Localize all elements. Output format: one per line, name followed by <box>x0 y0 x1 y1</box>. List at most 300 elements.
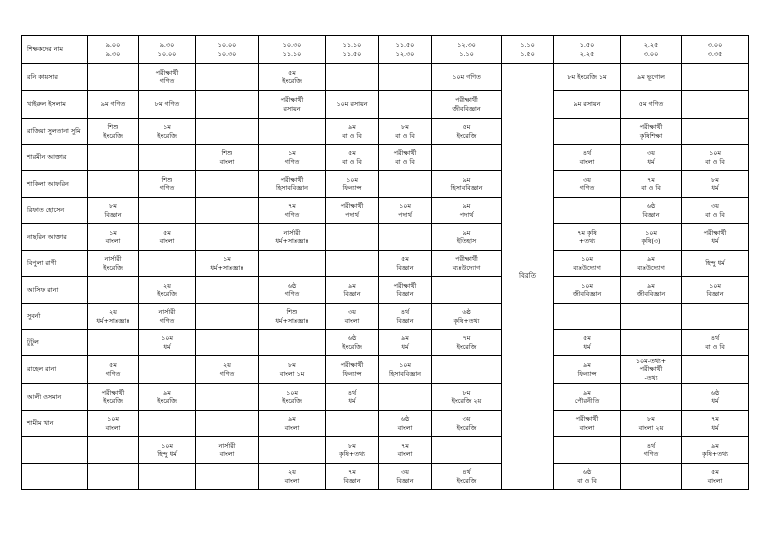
period-time-header <box>259 36 326 64</box>
cell-line: ৬ষ্ঠ <box>462 308 471 317</box>
cell-line: শিশু <box>221 149 233 158</box>
cell-line: কৃষি+তথ্য <box>702 450 728 458</box>
cell-line: ১১.৫০ <box>395 41 415 50</box>
class-cell <box>139 64 196 91</box>
cell-line: ধর্ম+সাঃজ্ঞাঃ <box>96 316 130 325</box>
period-time-header <box>379 36 432 64</box>
cell-line: ৯ম <box>462 202 471 211</box>
table-row <box>22 437 749 464</box>
cell-line: ৮ম <box>109 202 117 211</box>
cell-line: ইংরেজি <box>456 423 477 432</box>
class-cell <box>88 224 139 251</box>
cell-line: বাংলা <box>344 316 360 325</box>
cell-line: ৭ম <box>288 202 296 211</box>
cell-line: ধর্ম+সাঃজ্ঞাঃ <box>275 316 309 325</box>
cell-line: ধর্ম <box>711 423 719 432</box>
class-cell <box>379 251 432 277</box>
teacher-name: নাছরিন আক্তার <box>22 224 88 251</box>
cell-line: ৫ম <box>711 468 719 477</box>
class-cell <box>554 251 621 277</box>
cell-line: বিজ্ঞান <box>104 210 122 219</box>
cell-line: পরীক্ষার্থী <box>280 175 304 184</box>
cell-line: গণিত <box>159 184 175 192</box>
cell-line: ৯ম <box>462 175 471 184</box>
cell-line: ৪র্থ <box>400 308 410 317</box>
class-cell <box>554 277 621 304</box>
class-cell <box>88 145 139 171</box>
teacher-name: খাইরুল ইসলাম <box>22 91 88 119</box>
class-cell <box>554 224 621 251</box>
table-row <box>22 145 749 171</box>
cell-line: ৫ম গণিত <box>638 100 664 109</box>
period-time-header <box>502 36 554 64</box>
cell-line: বিজ্ঞান <box>343 290 361 298</box>
cell-line: ধর্ম <box>163 342 171 351</box>
cell-line: পরীক্ষার্থী <box>703 228 727 237</box>
cell-line: ৬ষ্ঠ <box>347 334 357 343</box>
cell-line: গণিত <box>643 450 659 458</box>
class-cell <box>196 437 259 464</box>
class-cell <box>259 437 326 464</box>
cell-line: ৬ষ্ঠ <box>400 415 410 424</box>
class-cell <box>88 64 139 91</box>
cell-line: ৯ম <box>348 123 356 132</box>
period-time-header <box>682 36 749 64</box>
cell-line: ৯ম <box>647 281 655 290</box>
cell-line: বাংলা <box>397 450 413 458</box>
cell-line: নার্সারী <box>158 308 176 317</box>
class-cell <box>682 304 749 330</box>
cell-line: ১০ম <box>286 388 298 397</box>
class-cell <box>682 277 749 304</box>
class-cell <box>139 198 196 224</box>
table-row <box>22 304 749 330</box>
cell-line: ১০ম <box>399 361 411 370</box>
cell-line: জীববিজ্ঞান <box>572 290 602 298</box>
teacher-name: শামীম খান <box>22 411 88 437</box>
cell-line: ৬ষ্ঠ <box>582 468 592 477</box>
class-cell <box>554 64 621 91</box>
cell-line: ৮ম ইংরেজি ১ম <box>567 72 607 81</box>
class-cell <box>326 119 379 145</box>
class-cell <box>139 437 196 464</box>
cell-line: পদার্থ <box>398 210 412 219</box>
teacher-name <box>22 437 88 464</box>
class-cell <box>88 356 139 384</box>
cell-line: -তথ্য <box>644 373 658 382</box>
class-cell <box>432 464 502 490</box>
cell-line: বিজ্ঞান <box>396 290 414 298</box>
class-cell <box>326 356 379 384</box>
teacher-name: সুবর্না <box>22 304 88 330</box>
cell-line: পরীক্ষার্থী <box>101 388 125 397</box>
cell-line: ৭ম <box>711 415 719 424</box>
cell-line: গণিত <box>159 316 175 325</box>
cell-line: ১০ম <box>709 149 721 158</box>
class-cell <box>432 356 502 384</box>
cell-line: ১০.০০ <box>157 49 177 58</box>
class-cell <box>682 330 749 356</box>
cell-line: ৮ম <box>462 388 471 397</box>
cell-line: পরীক্ষার্থী <box>340 361 364 370</box>
cell-line: বাংলা <box>284 423 300 432</box>
cell-line: ফিন্যান্স <box>577 369 597 378</box>
cell-line: ৩য় <box>401 468 409 477</box>
class-cell <box>326 171 379 198</box>
cell-line: বিজ্ঞান <box>396 263 414 272</box>
cell-line: বাংলা <box>105 237 121 245</box>
cell-line: বা ও বি <box>577 476 597 485</box>
cell-line: ১২.৩০ <box>457 41 476 50</box>
cell-line: ৭ম <box>647 175 655 184</box>
class-cell <box>621 356 682 384</box>
class-cell <box>379 119 432 145</box>
cell-line: ইংরেজি <box>456 131 477 140</box>
cell-line: ২য় <box>163 281 171 290</box>
cell-line: ৫ম <box>109 361 117 370</box>
cell-line: ধর্ম <box>583 342 591 351</box>
teacher-name <box>22 464 88 490</box>
cell-line: ধর্ম <box>711 184 719 192</box>
cell-line: ৯ম <box>583 388 591 397</box>
cell-line: ৭ম <box>462 334 471 343</box>
cell-line: পরীক্ষার্থী <box>280 96 304 105</box>
cell-line: হিসাববিজ্ঞান <box>450 184 483 192</box>
class-cell <box>379 64 432 91</box>
cell-line: ৩য় <box>711 202 719 211</box>
cell-line: ৩.৩৫ <box>707 49 723 58</box>
cell-line: ৫ম <box>348 149 356 158</box>
class-cell <box>379 464 432 490</box>
class-cell <box>139 145 196 171</box>
class-cell <box>196 251 259 277</box>
cell-line: ৯ম <box>401 334 409 343</box>
class-cell <box>196 411 259 437</box>
cell-line: ইংরেজি <box>157 290 177 298</box>
cell-line: হিসাববিজ্ঞান <box>276 184 308 192</box>
break-label: বিরতি <box>518 272 536 281</box>
class-cell <box>196 330 259 356</box>
class-cell <box>139 356 196 384</box>
cell-line: ১০ম <box>645 228 657 237</box>
class-cell <box>379 411 432 437</box>
class-cell <box>621 171 682 198</box>
class-cell <box>259 277 326 304</box>
class-cell <box>682 119 749 145</box>
class-cell <box>621 437 682 464</box>
cell-line: ৯ম <box>288 415 296 424</box>
table-row <box>22 411 749 437</box>
teacher-name: শারমীন আক্তার <box>22 145 88 171</box>
class-cell <box>196 145 259 171</box>
class-cell <box>682 356 749 384</box>
cell-line: পরীক্ষার্থী <box>455 255 478 264</box>
class-cell <box>379 91 432 119</box>
cell-line: নার্সারী <box>104 255 122 264</box>
cell-line: ৮ম <box>711 175 719 184</box>
cell-line: ৭ম <box>401 441 409 450</box>
cell-line: বিজ্ঞান <box>396 316 414 325</box>
cell-line: ৫ম <box>163 228 171 237</box>
class-cell <box>554 91 621 119</box>
class-cell <box>139 464 196 490</box>
class-cell <box>196 224 259 251</box>
class-cell <box>432 224 502 251</box>
cell-line: ইংরেজি <box>103 397 123 405</box>
cell-line: বাংলা <box>579 157 595 166</box>
cell-line: ১০.৩০ <box>282 41 302 50</box>
cell-line: ৮ম <box>401 123 409 132</box>
class-cell <box>379 145 432 171</box>
cell-line: ১০ম <box>709 281 721 290</box>
class-cell <box>259 91 326 119</box>
cell-line: পরীক্ষার্থী <box>575 415 599 424</box>
class-cell <box>139 411 196 437</box>
class-cell <box>621 145 682 171</box>
cell-line: বাংলা <box>579 423 595 432</box>
cell-line: বা ও বি <box>342 131 362 140</box>
cell-line: ১১.১০ <box>342 41 362 50</box>
cell-line: ৯ম রসায়ন <box>573 100 601 109</box>
class-cell <box>196 277 259 304</box>
class-cell <box>139 304 196 330</box>
class-cell <box>259 464 326 490</box>
cell-line: ইংরেজি <box>342 342 362 351</box>
table-row <box>22 119 749 145</box>
cell-line: ১০ম <box>581 255 593 264</box>
class-cell <box>88 411 139 437</box>
class-cell <box>432 171 502 198</box>
class-cell <box>196 464 259 490</box>
cell-line: ৪র্থ <box>462 468 471 477</box>
cell-line: পদার্থ <box>345 210 359 219</box>
cell-line: বাংলা <box>219 450 235 458</box>
cell-line: ইংরেজি <box>456 476 477 485</box>
class-cell <box>259 251 326 277</box>
cell-line: ১০ম <box>581 281 593 290</box>
class-cell <box>326 198 379 224</box>
cell-line: ৩য় <box>348 308 356 317</box>
class-cell <box>379 224 432 251</box>
cell-line: বিজ্ঞান <box>396 476 414 485</box>
cell-line: গণিত <box>579 184 595 192</box>
cell-line: শিশু <box>286 308 298 317</box>
class-cell <box>88 198 139 224</box>
class-cell <box>621 464 682 490</box>
table-row <box>22 64 749 91</box>
cell-line: ইংরেজি <box>456 342 477 351</box>
cell-line: ইংরেজি <box>157 131 177 140</box>
class-cell <box>621 251 682 277</box>
class-cell <box>379 384 432 411</box>
break-column <box>502 64 554 490</box>
cell-line: জীববিজ্ঞান <box>452 104 481 113</box>
class-cell <box>259 145 326 171</box>
cell-line: ১ম <box>223 255 231 264</box>
teacher-name: রাহেল রানা <box>22 356 88 384</box>
cell-line: গণিত <box>284 290 300 298</box>
class-cell <box>139 224 196 251</box>
class-cell <box>196 171 259 198</box>
period-time-header <box>88 36 139 64</box>
cell-line: হিসাববিজ্ঞান <box>389 369 421 378</box>
cell-line: ৩য় <box>462 415 471 424</box>
class-cell <box>139 251 196 277</box>
cell-line: ১০ম <box>399 202 411 211</box>
class-cell <box>554 119 621 145</box>
teacher-name: আলী ওসমান <box>22 384 88 411</box>
class-cell <box>682 91 749 119</box>
class-cell <box>682 464 749 490</box>
cell-line: ১০.০০ <box>217 41 237 50</box>
class-cell <box>621 411 682 437</box>
cell-line: বা ও বি <box>705 210 725 219</box>
cell-line: ১০ম গণিত <box>452 72 481 81</box>
class-cell <box>326 224 379 251</box>
class-cell <box>326 304 379 330</box>
cell-line: ইংরেজি <box>282 77 302 85</box>
cell-line: বিজ্ঞান <box>343 476 361 485</box>
cell-line: পরীক্ষার্থী <box>639 123 663 132</box>
table-row <box>22 277 749 304</box>
period-time-header <box>196 36 259 64</box>
cell-line: গণিত <box>219 369 235 378</box>
cell-line: ধর্ম <box>711 237 719 245</box>
class-cell <box>432 91 502 119</box>
class-cell <box>259 171 326 198</box>
class-cell <box>326 145 379 171</box>
class-cell <box>554 411 621 437</box>
table-row <box>22 91 749 119</box>
cell-line: হিন্দু ধর্ম <box>705 259 725 268</box>
cell-line: ৯ম গণিত <box>100 100 126 109</box>
cell-line: ৯ম <box>163 388 171 397</box>
class-cell <box>139 91 196 119</box>
class-cell <box>326 251 379 277</box>
cell-line: ১ম <box>109 228 117 237</box>
cell-line: ৫ম <box>401 255 409 264</box>
cell-line: ফিন্যান্স <box>342 369 362 378</box>
class-cell <box>554 437 621 464</box>
class-cell <box>196 64 259 91</box>
class-cell <box>259 64 326 91</box>
cell-line: ধর্ম <box>647 157 655 166</box>
teacher-name: বিপুলা রাণী <box>22 251 88 277</box>
cell-line: গণিত <box>284 210 300 219</box>
cell-line: বিজ্ঞান <box>706 290 724 298</box>
cell-line: ৪র্থ <box>347 388 357 397</box>
cell-line: ১০ম <box>346 175 358 184</box>
cell-line: ৩য় <box>583 175 591 184</box>
class-cell <box>139 119 196 145</box>
class-cell <box>682 145 749 171</box>
class-cell <box>326 330 379 356</box>
cell-line: নার্সারী <box>283 228 301 237</box>
cell-line: বাংলা ১ম <box>279 369 305 378</box>
class-cell <box>554 198 621 224</box>
class-cell <box>88 464 139 490</box>
class-cell <box>326 384 379 411</box>
class-cell <box>554 304 621 330</box>
cell-line: ১.৫০ <box>579 41 595 50</box>
class-cell <box>432 64 502 91</box>
cell-line: ব্যঃউদ্যোগ <box>452 263 481 272</box>
class-cell <box>326 64 379 91</box>
cell-line: পৌরনীতি <box>574 397 600 405</box>
cell-line: ৯ম ভূগোল <box>637 72 665 81</box>
routine-body <box>22 36 749 490</box>
cell-line: বিজ্ঞান <box>642 210 660 219</box>
class-cell <box>326 437 379 464</box>
class-cell <box>432 384 502 411</box>
cell-line: গণিত <box>284 157 300 166</box>
cell-line: ৭ম <box>348 468 356 477</box>
cell-line: ৫ম <box>462 123 471 132</box>
class-cell <box>196 384 259 411</box>
cell-line: পরীক্ষার্থী <box>455 96 478 105</box>
class-cell <box>432 145 502 171</box>
cell-line: শিশু <box>161 175 173 184</box>
class-cell <box>326 277 379 304</box>
table-row <box>22 464 749 490</box>
class-cell <box>88 251 139 277</box>
cell-line: ইতিহাস <box>456 237 477 245</box>
class-cell <box>259 330 326 356</box>
class-cell <box>379 171 432 198</box>
class-cell <box>432 198 502 224</box>
cell-line: বা ও বি <box>395 131 415 140</box>
cell-line: ১ম <box>163 123 171 132</box>
cell-line: ইংরেজি ২য় <box>451 397 482 405</box>
cell-line: ১.৫০ <box>520 49 535 58</box>
class-cell <box>88 119 139 145</box>
class-cell <box>682 251 749 277</box>
class-cell <box>259 411 326 437</box>
cell-line: ৫ম <box>583 334 591 343</box>
cell-line: কৃষি(৩) <box>641 237 661 245</box>
cell-line: বাংলা ২য় <box>638 423 664 432</box>
class-cell <box>621 64 682 91</box>
cell-line: ১০ম রসায়ন <box>336 100 368 109</box>
cell-line: ১ম <box>288 149 296 158</box>
cell-line: বাংলা <box>105 423 121 432</box>
cell-line: ইংরেজি <box>103 131 123 140</box>
cell-line: ৪র্থ <box>646 441 656 450</box>
cell-line: ৯ম <box>583 361 591 370</box>
class-cell <box>259 198 326 224</box>
cell-line: পরীক্ষার্থী <box>340 202 364 211</box>
class-cell <box>139 384 196 411</box>
cell-line: কৃষি+তথ্য <box>339 450 365 458</box>
cell-line: ২য় <box>223 361 231 370</box>
cell-line: ৬ষ্ঠ <box>287 281 297 290</box>
class-cell <box>259 356 326 384</box>
table-row <box>22 251 749 277</box>
class-cell <box>554 356 621 384</box>
class-cell <box>196 119 259 145</box>
class-cell <box>432 411 502 437</box>
class-cell <box>88 330 139 356</box>
teacher-name: আসিফ রানা <box>22 277 88 304</box>
cell-line: +তথ্য <box>578 237 596 245</box>
table-row <box>22 384 749 411</box>
cell-line: গণিত <box>105 369 121 378</box>
cell-line: ১.১০ <box>459 49 474 58</box>
cell-line: ১.১০ <box>520 41 535 50</box>
table-row <box>22 171 749 198</box>
cell-line: ৯.০০ <box>105 41 121 50</box>
period-time-header <box>326 36 379 64</box>
